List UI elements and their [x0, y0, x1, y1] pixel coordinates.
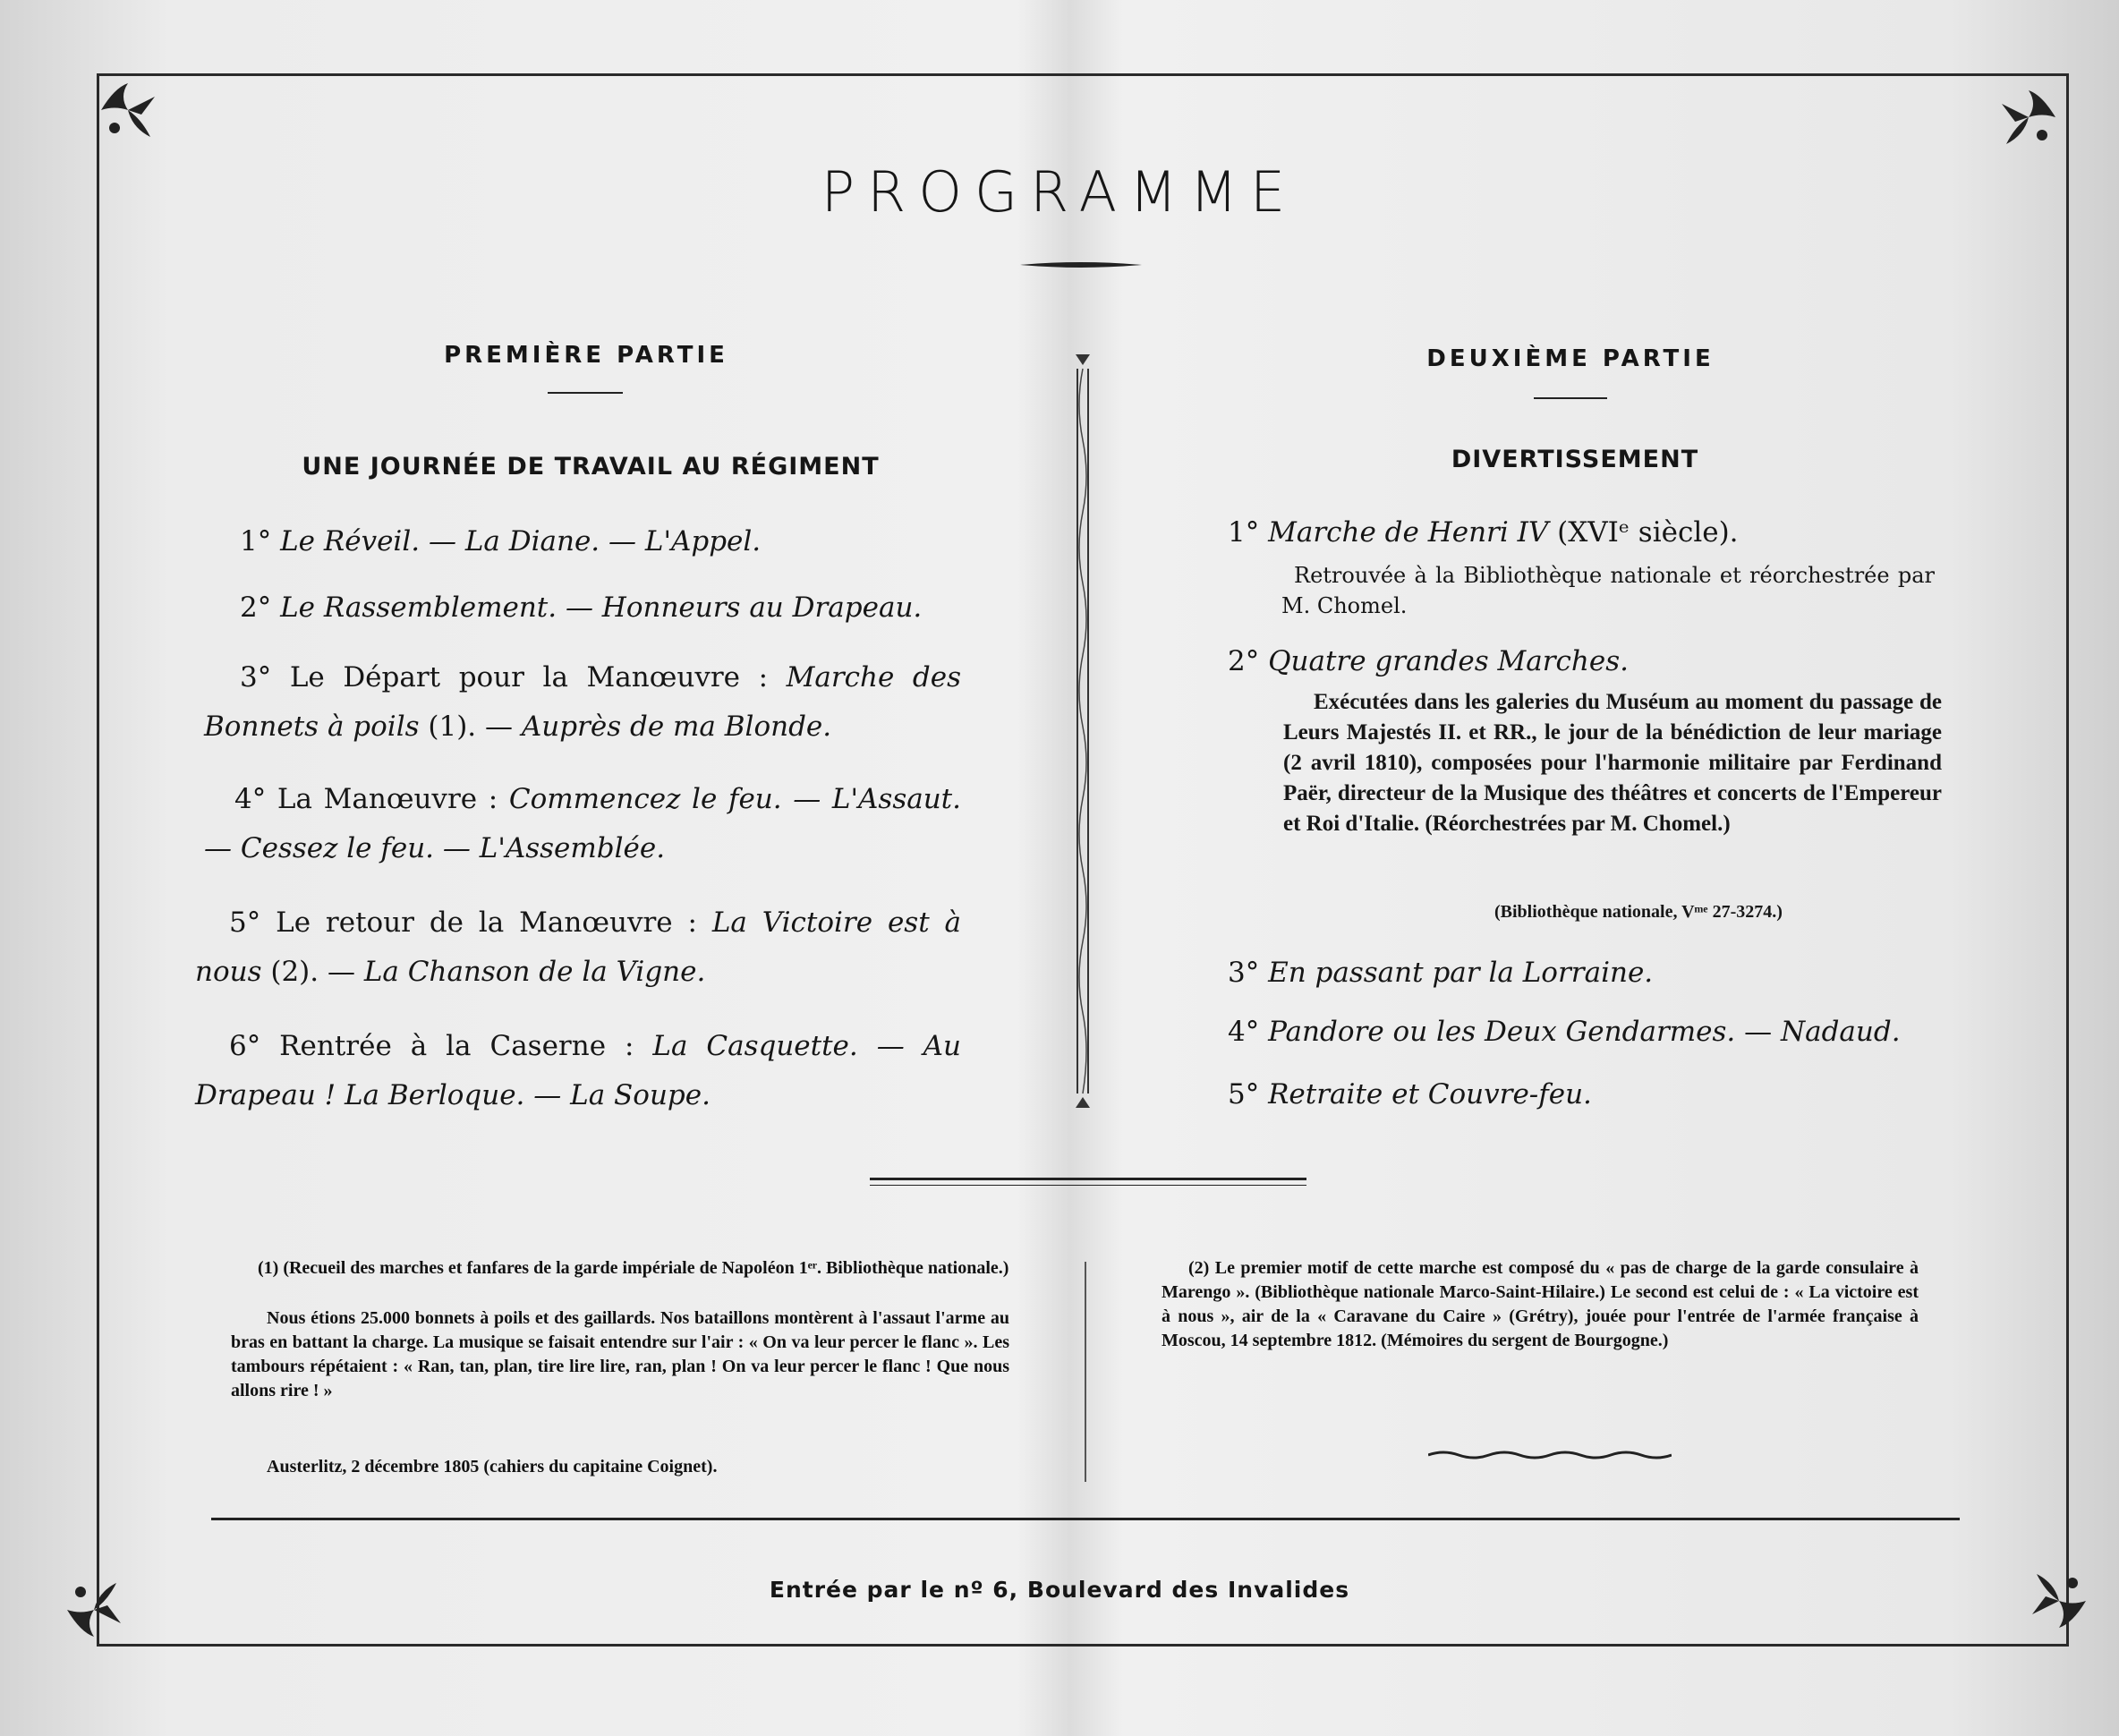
entrance-note: Entrée par le nº 6, Boulevard des Invalides	[769, 1577, 1350, 1603]
list-item: 4° Pandore ou les Deux Gendarmes. — Nadaud.	[1228, 1016, 1901, 1048]
list-item: 2° Le Rassemblement. — Honneurs au Drapeau.	[240, 591, 923, 624]
footnote-2: (2) Le premier motif de cette marche est composé du « pas de charge de la garde consulaire à Marengo ». (Bibliothèque nationale Marco-Saint-Hilaire.) Le second est celui de : « La victoire est à nous », air de la « Caravane du Caire » (Grétry), jouée pour l'entrée de l'armée française à Moscou, 14 septembre 1812. (Mémoires du sergent de Bourgogne.)	[1162, 1258, 1919, 1350]
footer-rule	[211, 1518, 1960, 1520]
list-item: 2° Quatre grandes Marches.	[1228, 645, 1629, 677]
part2-rule	[1534, 397, 1607, 399]
part1-heading: PREMIÈRE PARTIE	[444, 342, 728, 369]
flourish-corner-icon	[1997, 86, 2060, 149]
source-citation: (Bibliothèque nationale, Vᵐᵉ 27-3274.)	[1494, 902, 1783, 922]
flourish-corner-icon	[97, 79, 159, 141]
part2-heading: DEUXIÈME PARTIE	[1426, 345, 1715, 372]
list-item: 4° La Manœuvre : Commencez le feu. — L'Assaut. — Cessez le feu. — L'Assemblée.	[204, 783, 961, 864]
list-item: 5° Le retour de la Manœuvre : La Victoire est à nous (2). — La Chanson de la Vigne.	[195, 906, 962, 988]
part1-subheading: UNE JOURNÉE DE TRAVAIL AU RÉGIMENT	[302, 453, 880, 481]
section-rule	[870, 1178, 1306, 1180]
footnote-1-body: Nous étions 25.000 bonnets à poils et des gaillards. Nos bataillons montèrent à l'assaut l'arme au bras en battant la charge. La musique se faisait entendre sur l'air : « On va leur percer le flanc ». Les tambours répétaient : « Ran, tan, plan, tire lire lire, ran, plan ! On va leur percer le flanc ! Que nous allons rire ! »	[231, 1308, 1009, 1400]
list-item: 1° Le Réveil. — La Diane. — L'Appel.	[240, 525, 762, 557]
item-note: Retrouvée à la Bibliothèque nationale et réorchestrée par M. Chomel.	[1281, 563, 1935, 618]
column-divider	[1072, 351, 1094, 1111]
list-item: 5° Retraite et Couvre-feu.	[1228, 1078, 1592, 1111]
list-item: 1° Marche de Henri IV (XVIᵉ siècle).	[1228, 516, 1739, 549]
flourish-rule	[1428, 1450, 1672, 1460]
title-rule	[1020, 261, 1142, 268]
part2-subheading: DIVERTISSEMENT	[1451, 446, 1699, 473]
page-title: PROGRAMME	[821, 159, 1298, 225]
item-note: Exécutées dans les galeries du Muséum au moment du passage de Leurs Majestés II. et RR., le jour de la bénédiction de leur mariage (2 avril 1810), composées pour l'harmonie militaire par Ferdinand Paër, directeur de la Musique des théâtres et concerts de l'Empereur et Roi d'Italie. (Réorchestrées par M. Chomel.)	[1283, 690, 1942, 836]
list-item: 3° Le Départ pour la Manœuvre : Marche des Bonnets à poils (1). — Auprès de ma Blonde.	[204, 661, 961, 743]
footnote-divider	[1085, 1262, 1086, 1482]
footnote-1: (1) (Recueil des marches et fanfares de la garde impériale de Napoléon 1ᵉʳ. Bibliothèque nationale.)	[258, 1258, 1009, 1278]
list-item: 3° En passant par la Lorraine.	[1228, 957, 1654, 989]
list-item: 6° Rentrée à la Caserne : La Casquette. — Au Drapeau ! La Berloque. — La Soupe.	[195, 1030, 961, 1111]
section-rule	[870, 1185, 1306, 1186]
part1-rule	[548, 392, 623, 394]
footnote-1-citation: Austerlitz, 2 décembre 1805 (cahiers du capitaine Coignet).	[267, 1457, 718, 1476]
